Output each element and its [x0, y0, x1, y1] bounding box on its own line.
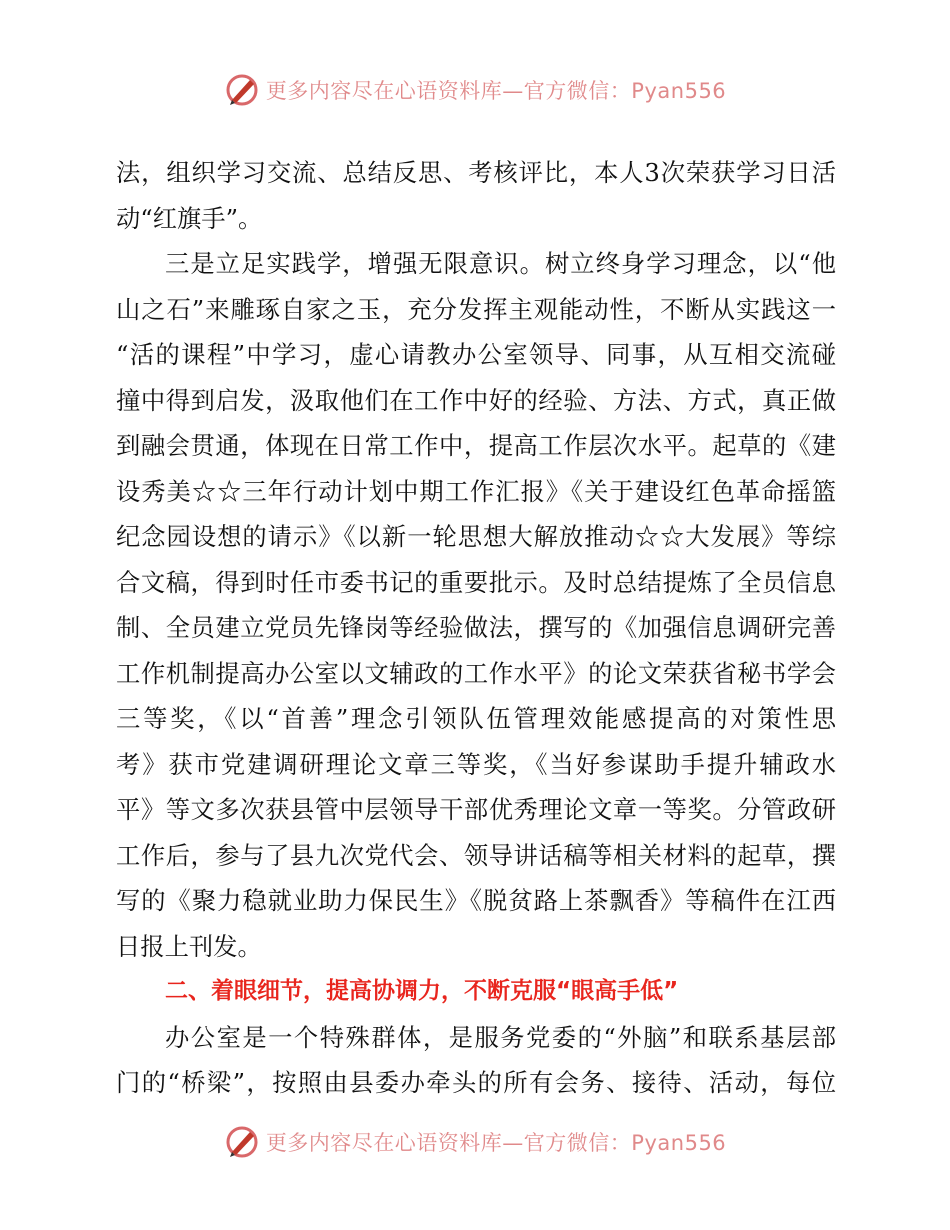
text-line: 工作后，参与了县九次党代会、领导讲话稿等相关材料的起草，撰 [116, 840, 836, 870]
text-line: 合文稿，得到时任市委书记的重要批示。及时总结提炼了全员信息 [116, 567, 836, 597]
text-line: 法，组织学习交流、总结反思、考核评比，本人3次荣获学习日活 [116, 158, 836, 187]
text-line: 山之石”来雕琢自家之玉，充分发挥主观能动性，不断从实践这一 [116, 294, 836, 324]
text-line: 考》获市党建调研理论文章三等奖，《当好参谋助手提升辅政水 [116, 749, 836, 779]
text-line: 写的《聚力稳就业助力保民生》《脱贫路上茶飘香》等稿件在江西 [116, 886, 836, 915]
text-line: 设秀美☆☆三年行动计划中期工作汇报》《关于建设红色革命摇篮 [116, 476, 836, 506]
text-line: 工作机制提高办公室以文辅政的工作水平》的论文荣获省秘书学会 [116, 658, 836, 688]
text-line: 日报上刊发。 [116, 931, 262, 961]
text-line: 平》等文多次获县管中层领导干部优秀理论文章一等奖。分管政研 [116, 795, 836, 824]
text-line: 制、全员建立党员先锋岗等经验做法，撰写的《加强信息调研完善 [116, 613, 836, 642]
text-line: 三等奖，《以“首善”理念引领队伍管理效能感提高的对策性思 [116, 704, 836, 733]
text-line: 动“红旗手”。 [116, 203, 263, 233]
pen-logo-icon [224, 72, 260, 108]
text-line: 门的“桥梁”，按照由县委办牵头的所有会务、接待、活动，每位 [116, 1068, 836, 1097]
document-body [116, 150, 836, 1106]
section-heading: 二、着眼细节，提高协调力，不断克服“眼高手低” [165, 978, 679, 1004]
watermark-bottom [0, 1122, 950, 1162]
watermark-text: 更多内容尽在心语资料库—官方微信：Pyan556 [265, 79, 727, 103]
text-line: 到融会贯通，体现在日常工作中，提高工作层次水平。起草的《建 [116, 431, 836, 460]
text-line: “活的课程”中学习，虚心请教办公室领导、同事，从互相交流碰 [116, 340, 836, 369]
watermark-text: 更多内容尽在心语资料库—官方微信：Pyan556 [265, 1131, 727, 1155]
text-line: 三是立足实践学，增强无限意识。树立终身学习理念，以“他 [165, 249, 836, 278]
text-line: 纪念园设想的请示》《以新一轮思想大解放推动☆☆大发展》等综 [116, 522, 836, 551]
text-line: 办公室是一个特殊群体，是服务党委的“外脑”和联系基层部 [165, 1022, 836, 1052]
pen-logo-icon [224, 1124, 260, 1160]
text-line: 撞中得到启发，汲取他们在工作中好的经验、方法、方式，真正做 [116, 385, 836, 415]
watermark-top [0, 70, 950, 110]
